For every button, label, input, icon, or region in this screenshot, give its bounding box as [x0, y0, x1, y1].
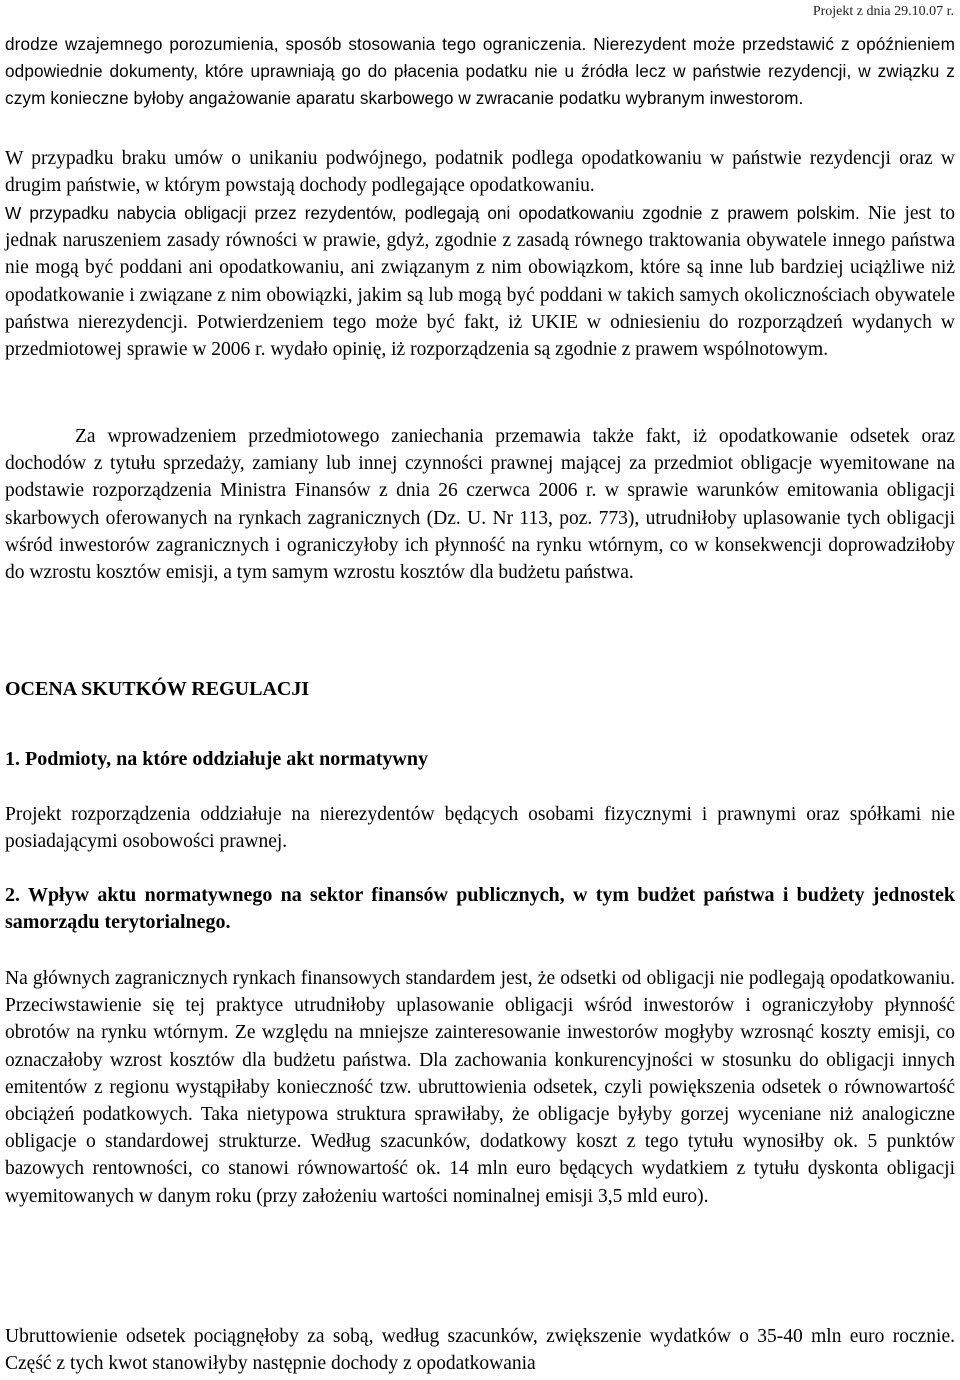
paragraph-justification: Za wprowadzeniem przedmiotowego zaniechania przemawia także fakt, iż opodatkowanie odsetek oraz dochodów z tytułu sprzedaży, zamiany lub innej czynności prawnej mającej za przedmiot obligacje wyemitowane na podstawie rozporządzenia Ministra Finansów z dnia 26 czerwca 2006 r. w sprawie warunków emitowania obligacji skarbowych oferowanych na rynkach zagranicznych (Dz. U. Nr 113, poz. 773), utrudniłoby uplasowanie tych obligacji wśród inwestorów zagranicznych i ograniczyłoby ich płynność na rynku wtórnym, co w konsekwencji doprowadziłoby do wzrostu kosztów emisji, a tym samym wzrostu kosztów dla budżetu państwa.	[5, 426, 955, 584]
paragraph-double-taxation: W przypadku braku umów o unikaniu podwójnego, podatnik podlega opodatkowaniu w państwie rezydencji oraz w drugim państwie, w którym powstają dochody podlegające opodatkowaniu.	[5, 148, 955, 197]
paragraph-residents-rest: Nie jest to jednak naruszeniem zasady równości w prawie, gdyż, zgodnie z zasadą równego traktowania obywatele innego państwa nie mogą być poddani ani opodatkowaniu, ani związanym z nim obowiązkom, które są inne lub bardziej uciążliwe niż opodatkowanie i związane z nim obowiązki, jakim są lub mogą być poddani w takich samych okolicznościach obywatele państwa nierezydencji. Potwierdzeniem tego może być fakt, iż UKIE w odniesieniu do rozporządzeń wydanych w przedmiotowej sprawie w 2006 r. wydało opinię, iż rozporządzenia są zgodnie z prawem wspólnotowym.	[5, 203, 956, 361]
section-title: OCENA SKUTKÓW REGULACJI	[5, 678, 310, 700]
subsection-2-title: 2. Wpływ aktu normatywnego na sektor finansów publicznych, w tym budżet państwa i budżety jednostek samorządu terytorialnego.	[5, 884, 955, 933]
document-date: Projekt z dnia 29.10.07 r.	[812, 4, 954, 19]
subsection-2-text: Na głównych zagranicznych rynkach finansowych standardem jest, że odsetki od obligacji nie podlegają opodatkowaniu. Przeciwstawienie się tej praktyce utrudniłoby uplasowanie obligacji wśród inwestorów i ograniczyłoby płynność obrotów na rynku wtórnym. Ze względu na mniejsze zainteresowanie inwestorów mogłyby wzrosnąć koszty emisji, co oznaczałoby wzrost kosztów dla budżetu państwa. Dla zachowania konkurencyjności w stosunku do obligacji innych emitentów z regionu wystąpiłaby konieczność tzw. ubruttowienia odsetek, czyli powiększenia odsetek o równowartość obciążeń podatkowych. Taka nietypowa struktura sprawiłaby, że obligacje byłyby gorzej wyceniane niż analogiczne obligacje o standardowej strukturze. Według szacunków, dodatkowy koszt z tego tytułu wynosiłby ok. 5 punktów bazowych rentowności, co stanowi równowartość ok. 14 mln euro będących wydatkiem z tytułu dyskonta obligacji wyemitowanych w danym roku (przy założeniu wartości nominalnej emisji 3,5 mld euro).	[5, 968, 955, 1207]
subsection-2-text-continued: Ubruttowienie odsetek pociągnęłoby za sobą, według szacunków, zwiększenie wydatków o 35-40 mln euro rocznie. Część z tych kwot stanowiłyby następnie dochody z opodatkowania	[5, 1326, 955, 1375]
subsection-1-title: 1. Podmioty, na które oddziałuje akt normatywny	[5, 748, 428, 770]
paragraph-residents-lead: W przypadku nabycia obligacji przez rezydentów, podlegają oni opodatkowaniu zgodnie z prawem polskim.	[5, 203, 860, 223]
subsection-1-text: Projekt rozporządzenia oddziałuje na nierezydentów będących osobami fizycznymi i prawnymi oraz spółkami nie posiadającymi osobowości prawnej.	[5, 804, 955, 853]
paragraph-intro: drodze wzajemnego porozumienia, sposób stosowania tego ograniczenia. Nierezydent może przedstawić z opóźnieniem odpowiednie dokumenty, które uprawniają go do płacenia podatku nie u źródła lecz w państwie rezydencji, w związku z czym konieczne byłoby angażowanie aparatu skarbowego w zwracanie podatku wybranym inwestorom.	[5, 34, 955, 109]
paragraph-residents	[5, 200, 955, 363]
